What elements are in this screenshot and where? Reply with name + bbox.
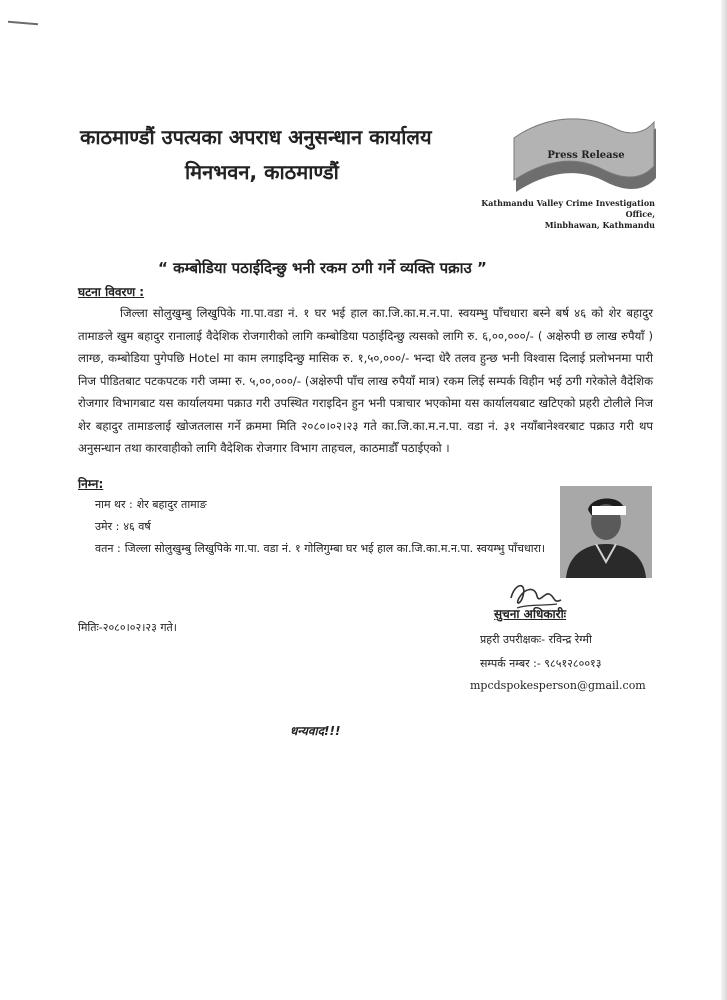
officer-email: mpcdspokesperson@gmail.com [470,679,646,692]
name-key: नाम थर : [95,498,133,511]
phone-row [480,656,601,671]
page-edge [721,0,727,1000]
phone-value: ९८५१२८००१३ [544,657,602,670]
accused-label: निम्न: [78,477,104,491]
age-value: ४६ वर्ष [123,520,151,533]
rank-value: रविन्द्र रेग्मी [548,633,592,646]
banner-text: Press Release [547,150,625,161]
english-office-name [455,198,655,231]
press-release-banner [510,108,660,198]
phone-key: सम्पर्क नम्बर :- [480,657,541,670]
rank-key: प्रहरी उपरीक्षकः- [480,633,546,646]
age-key: उमेर : [95,520,120,533]
incident-text: जिल्ला सोलुखुम्बु लिखुपिके गा.पा.वडा नं. १ घर भई हाल का.जि.का.म.न.पा. स्वयम्भु पाँचधारा बस्ने बर्ष ४६ को शेर बहादुर तामाङले खुम बहादुर रानालाई वैदेशिक रोजगारीको लागि कम्बोडिया पठाईदिन्छु त्यसको लागि रु. ६,००,०००/- ( अक्षेरुपी छ लाख रुपैयाँ ) लाग्छ, कम्बोडिया पुगेपछि Hotel मा काम लगाइदिन्छु मासिक रु. १,५०,०००/- भन्दा धेरै तलव हुन्छ भनी विश्वास दिलाई प्रलोभनमा पारी निज पीडितबाट पटकपटक गरी जम्मा रु. ५,००,०००/- (अक्षेरुपी पाँच लाख रुपैयाँ मात्र) रकम लिई सम्पर्क विहीन भई ठगी गरेकोले वैदेशिक रोजगार विभागबाट यस कार्यालयमा पक्राउ गरी उपस्थित गराइदिन हुन भनी पत्राचार भएकोमा यस कार्यालयबाट खटिएको प्रहरी टोलीले निज शेर बहादुर तामाङलाई खोजतलास गर्ने क्रममा मिति २०८०।०२।२३ गते का.जि.का.म.न.पा. वडा नं. ३१ नयाँबानेश्वरबाट पक्राउ गरी थप अनुसन्धान तथा कारवाहीको लागि वैदेशिक रोजगार विभाग ताहचल, काठमाडौँ पठाईएको । [78,306,653,455]
rank-row [480,632,592,647]
headline: “ कम्बोडिया पठाईदिन्छु भनी रकम ठगी गर्ने व्यक्ति पक्राउ ” [158,259,487,277]
accused-details [95,494,565,560]
age-row [95,516,565,538]
date-line: मितिः-२०८०।०२।२३ गते। [78,621,177,634]
closing-thanks: धन्यवाद!!! [290,724,341,738]
office-subtitle: मिनभवन, काठमाण्डौं [185,160,339,184]
scan-mark [8,21,38,26]
incident-label: घटना विवरण : [78,285,145,299]
face-censor-bar [592,506,626,515]
office-title: काठमाण्डौं उपत्यका अपराध अनुसन्धान कार्यालय [80,125,432,149]
address-value: जिल्ला सोलुखुम्बु लिखुपिके गा.पा. वडा नं. १ गोलिगुम्बा घर भई हाल का.जि.का.म.न.पा. स्वयम्भु पाँचधारा। [124,542,546,555]
info-officer-label: सुचना अधिकारीः [494,607,567,621]
address-key: वतन : [95,542,121,555]
address-row [95,538,565,560]
name-value: शेर बहादुर तामाङ [136,498,207,511]
english-office-line1: Kathmandu Valley Crime Investigation Office, [481,198,655,219]
accused-photo [560,486,652,578]
name-row [95,494,565,516]
english-office-line2: Minbhawan, Kathmandu [544,220,655,230]
